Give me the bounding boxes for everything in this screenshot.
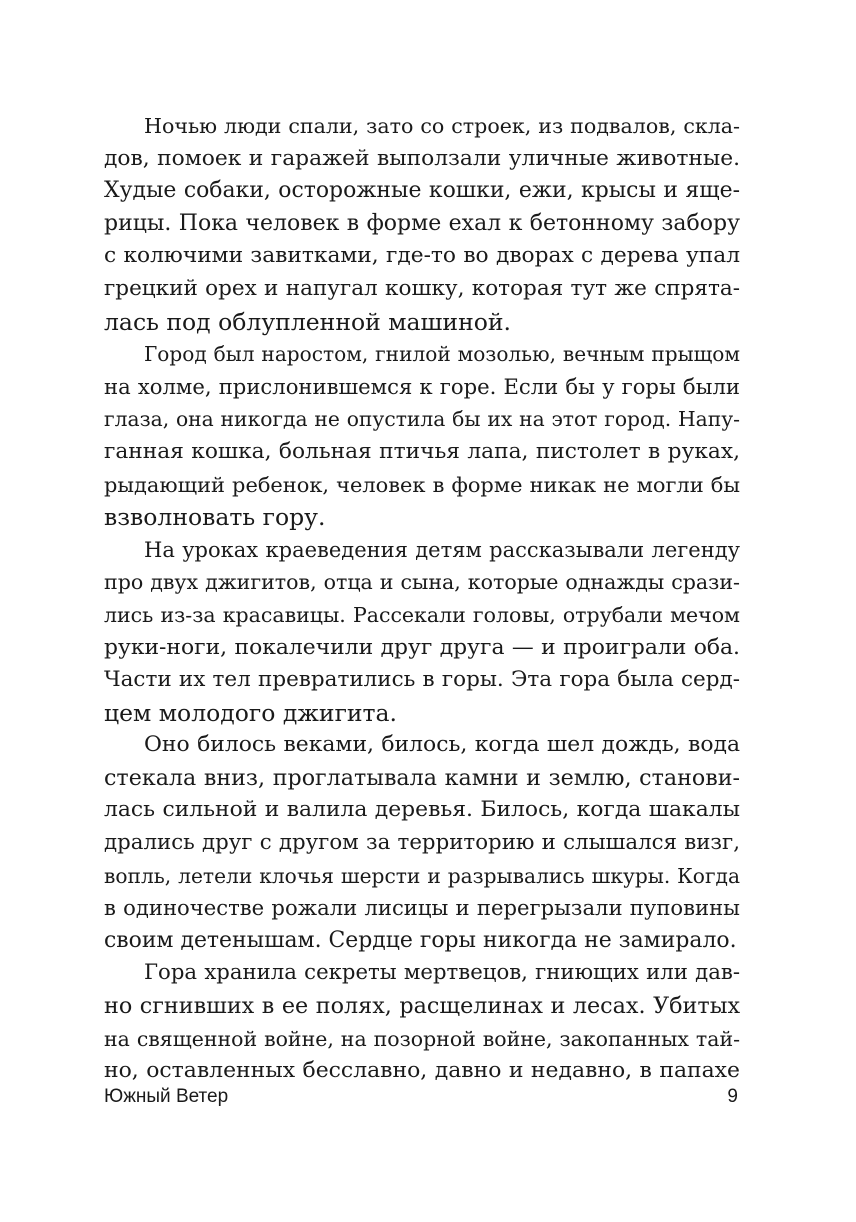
text-line: рыдающий ребенок, человек в форме никак не могли бы [104, 472, 740, 497]
text-line: цем молодого джигита. [104, 698, 398, 727]
text-line: дрались друг с другом за территорию и слышался визг, [104, 830, 740, 856]
text-line: Ночью люди спали, зато со строек, из подвалов, скла- [144, 114, 740, 138]
text-line: с колючими завитками, где-то во дворах с дерева упал [104, 243, 740, 269]
text-line: лась под облупленной машиной. [104, 307, 512, 336]
page-number: 9 [727, 1086, 738, 1107]
text-line: Город был наростом, гнилой мозолью, вечным прыщом [144, 342, 740, 367]
text-line: Оно билось веками, билось, когда шел дождь, вода [144, 732, 740, 758]
text-line: Худые собаки, осторожные кошки, ежи, крысы и яще- [104, 178, 740, 204]
paragraph [104, 110, 740, 338]
text-line: про двух джигитов, отца и сына, которые однажды срази- [104, 570, 740, 595]
text-line: на священной войне, на позорной войне, закопанных тай- [104, 1026, 740, 1051]
text-line: руки-ноги, покалечили друг друга — и проиграли оба. [104, 634, 740, 660]
text-line: но, оставленных бесславно, давно и недавно, в папахе [104, 1058, 740, 1084]
text-line: грецкий орех и напугал кошку, которая тут же спрята- [104, 275, 740, 301]
text-line: ганная кошка, больная птичья лапа, пистолет в руках, [104, 438, 740, 464]
text-line: рицы. Пока человек в форме ехал к бетонному забору [104, 210, 740, 236]
text-line: взволновать гору. [104, 503, 326, 532]
text-line: глаза, она никогда не опустила бы их на этот город. Напу- [104, 407, 740, 432]
text-line: вопль, летели клочья шерсти и разрывались шкуры. Когда [104, 863, 740, 888]
paragraph [104, 957, 740, 1087]
text-line: на холме, прислонившемся к горе. Если бы у горы были [104, 373, 740, 399]
body-text [104, 110, 740, 1088]
text-line: своим детенышам. Сердце горы никогда не замирало. [104, 927, 737, 953]
text-line: стекала вниз, проглатывала камни и землю, станови- [104, 764, 740, 791]
text-line: Части их тел превратились в горы. Эта гора была серд- [104, 667, 740, 693]
paragraph [104, 534, 740, 730]
paragraph [104, 729, 740, 957]
text-line: лись из-за красавицы. Рассекали головы, отрубали мечом [104, 602, 740, 627]
running-footer-title: Южный Ветер [104, 1086, 229, 1107]
text-line: дов, помоек и гаражей выползали уличные животные. [104, 145, 740, 171]
text-line: Гора хранила секреты мертвецов, гниющих или дав- [144, 960, 740, 986]
text-line: На уроках краеведения детям рассказывали легенду [144, 536, 740, 562]
text-line: в одиночестве рожали лисицы и перегрызали пуповины [104, 895, 740, 921]
text-line: лась сильной и валила деревья. Билось, когда шакалы [104, 797, 740, 823]
text-line: но сгнивших в ее полях, расщелинах и лесах. Убитых [104, 993, 740, 1020]
paragraph [104, 338, 740, 534]
